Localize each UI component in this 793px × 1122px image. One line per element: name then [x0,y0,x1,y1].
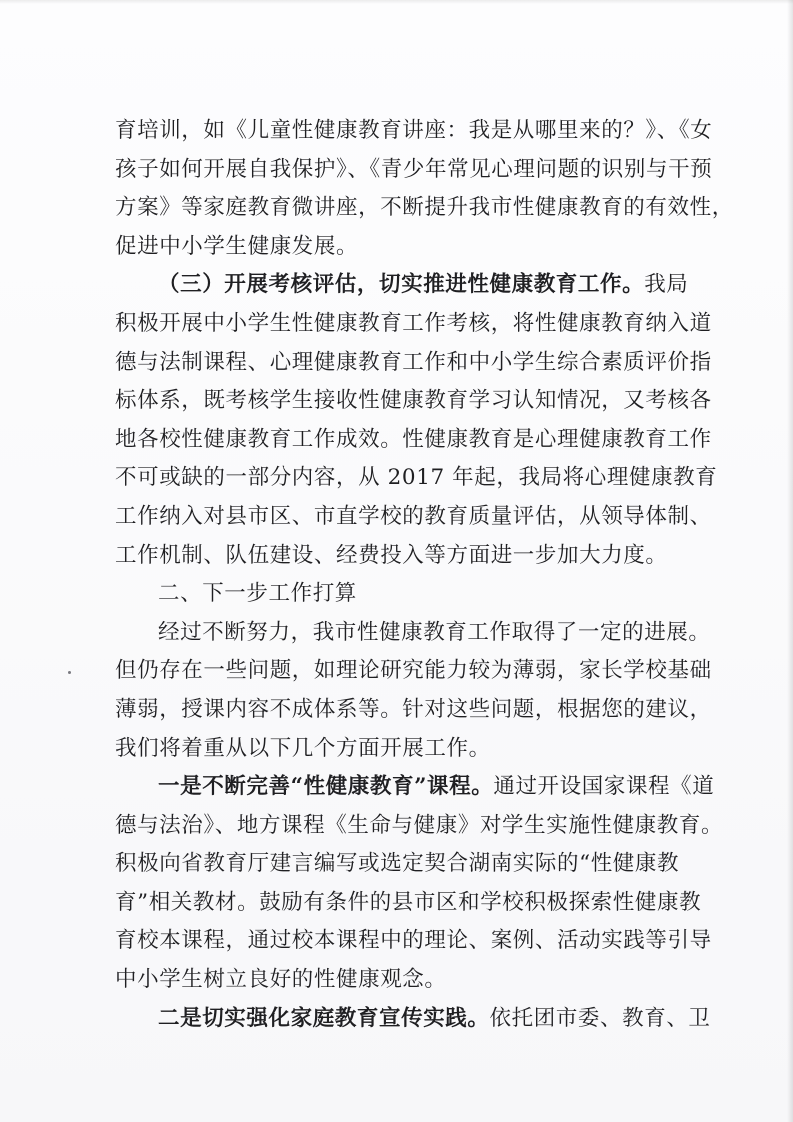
section-three-paragraph [115,266,718,575]
section-three-lead: 我局 [644,272,689,298]
point-two-first-line [115,1000,711,1039]
text-line: 德与法治》、地方课程《生命与健康》对学生实施性健康教育。 [115,812,724,838]
section-three-heading: （三）开展考核评估，切实推进性健康教育工作。 [158,272,645,298]
point-two-paragraph [115,1000,711,1039]
text-line: 中小学生树立良好的性健康观念。 [115,967,447,993]
text-line: 积极开展中小学生性健康教育工作考核，将性健康教育纳入道 [115,310,712,336]
point-one-heading: 一是不断完善“性健康教育”课程。 [158,774,494,800]
section-three-first-line [115,266,689,305]
text-line: 孩子如何开展自我保护》、《青少年常见心理问题的识别与干预 [115,156,713,182]
text-line: 薄弱，授课内容不成体系等。针对这些问题，根据您的建议， [115,696,712,722]
document-body [115,112,734,1038]
text-line: 但仍存在一些问题，如理论研究能力较为薄弱，家长学校基础 [115,658,712,684]
text-line: 不可或缺的一部分内容，从 2017 年起，我局将心理健康教育 [115,465,718,491]
text-line: 地各校性健康教育工作成效。性健康教育是心理健康教育工作 [115,426,712,452]
text-line: 积极向省教育厅建言编写或选定契合湖南实际的“性健康教 [115,851,680,877]
point-two-lead: 依托团市委、教育、卫 [489,1005,711,1031]
text-line: 育培训，如《儿童性健康教育讲座：我是从哪里来的？》、《女 [115,118,713,143]
section-two-heading: 二、下一步工作打算 [158,581,357,607]
scan-top-shadow [0,0,793,4]
point-one-lead: 通过开设国家课程《道 [493,774,715,800]
text-line: 育”相关教材。鼓励有条件的县市区和学校积极探索性健康教 [115,889,702,915]
text-line: 德与法制课程、心理健康教育工作和中小学生综合素质评价指 [115,349,712,375]
continued-paragraph [115,112,734,266]
text-line: 标体系，既考核学生接收性健康教育学习认知情况，又考核各 [115,388,712,414]
text-line: 育校本课程，通过校本课程中的理论、案例、活动实践等引导 [115,928,712,954]
point-one-paragraph [115,768,724,1000]
next-steps-paragraph [115,614,712,768]
text-line: 工作机制、队伍建设、经费投入等方面进一步加大力度。 [115,542,668,568]
scan-speck [68,671,71,674]
text-line: 经过不断努力，我市性健康教育工作取得了一定的进展。 [158,619,711,645]
point-two-heading: 二是切实强化家庭教育宣传实践。 [158,1005,490,1031]
text-line: 我们将着重从以下几个方面开展工作。 [115,735,491,761]
text-line: 促进中小学生健康发展。 [115,233,359,259]
text-line: 方案》等家庭教育微讲座，不断提升我市性健康教育的有效性， [115,195,734,221]
text-line: 工作纳入对县市区、市直学校的教育质量评估，从领导体制、 [115,503,712,529]
scan-edge-shadow [787,0,793,1122]
point-one-first-line [115,768,715,807]
